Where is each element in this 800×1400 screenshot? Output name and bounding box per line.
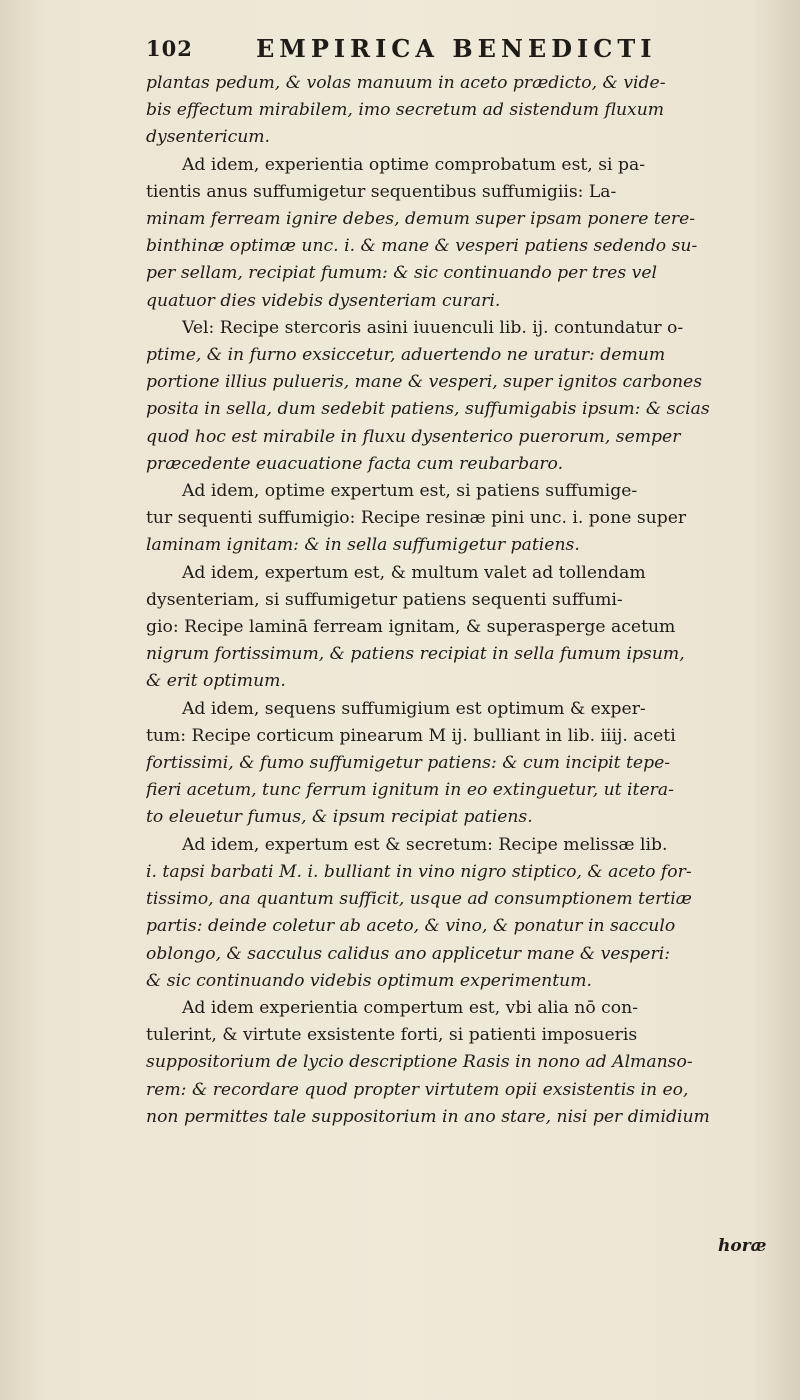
paragraph — [146, 832, 786, 995]
text-line: oblongo, & sacculus calidus ano applicetur mane & vesperi: — [146, 943, 670, 964]
text-line: tientis anus suffumigetur sequentibus suffumigiis: La- — [146, 181, 617, 202]
running-title: EMPIRICA BENEDICTI — [256, 34, 657, 63]
text-line: posita in sella, dum sedebit patiens, suffumigabis ipsum: & scias — [146, 399, 710, 420]
text-line: ptime, & in furno exsiccetur, aduertendo ne uratur: demum — [146, 345, 666, 366]
paragraph — [146, 995, 786, 1131]
text-line: dysenteriam, si suffumigetur patiens sequenti suffumi- — [146, 589, 623, 610]
text-line: fieri acetum, tunc ferrum ignitum in eo extinguetur, ut itera- — [146, 780, 674, 801]
text-line: quatuor dies videbis dysenteriam curari. — [146, 290, 501, 311]
text-line: Ad idem experientia compertum est, vbi alia nō con- — [182, 997, 638, 1018]
text-line: non permittes tale suppositorium in ano stare, nisi per dimidium — [146, 1106, 710, 1127]
text-line: Ad idem, expertum est & secretum: Recipe melissæ lib. — [182, 834, 668, 855]
text-line: portione illius pulueris, mane & vesperi, super ignitos carbones — [146, 372, 703, 393]
text-line: plantas pedum, & volas manuum in aceto prædicto, & vide- — [146, 73, 666, 93]
paragraph — [146, 152, 786, 315]
paragraph — [146, 560, 786, 696]
text-line: dysentericum. — [146, 127, 271, 148]
text-line: gio: Recipe laminā ferream ignitam, & superasperge acetum — [146, 617, 676, 638]
text-line: tur sequenti suffumigio: Recipe resinæ pini unc. i. pone super — [146, 508, 687, 529]
text-line: & erit optimum. — [146, 671, 286, 692]
text-line: partis: deinde coletur ab aceto, & vino, & ponatur in sacculo — [146, 916, 676, 937]
text-line: binthinæ optimæ unc. i. & mane & vesperi patiens sedendo su- — [146, 236, 698, 257]
text-line: tissimo, ana quantum sufficit, usque ad consumptionem tertiæ — [146, 889, 692, 910]
page-number: 102 — [146, 36, 193, 61]
text-line: fortissimi, & fumo suffumigetur patiens: & cum incipit tepe- — [146, 753, 671, 774]
text-line: Ad idem, expertum est, & multum valet ad tollendam — [182, 562, 646, 583]
text-line: minam ferream ignire debes, demum super ipsam ponere tere- — [146, 209, 696, 230]
text-line: i. tapsi barbati M. i. bulliant in vino nigro stiptico, & aceto for- — [146, 861, 692, 882]
paragraph — [146, 70, 786, 152]
body-text — [146, 70, 786, 1131]
text-line: quod hoc est mirabile in fluxu dysenterico puerorum, semper — [146, 426, 681, 447]
text-line: Ad idem, optime expertum est, si patiens suffumige- — [182, 481, 638, 502]
text-line: bis effectum mirabilem, imo secretum ad sistendum fluxum — [146, 100, 665, 121]
text-line: suppositorium de lycio descriptione Rasis in nono ad Almanso- — [146, 1052, 693, 1073]
text-line: tum: Recipe corticum pinearum M ij. bulliant in lib. iiij. aceti — [146, 725, 676, 746]
text-line: per sellam, recipiat fumum: & sic continuando per tres vel — [146, 263, 657, 284]
text-line: tulerint, & virtute exsistente forti, si patienti imposueris — [146, 1025, 638, 1046]
text-line: Vel: Recipe stercoris asini iuuenculi lib. ij. contundatur o- — [182, 317, 684, 338]
text-line: præcedente euacuatione facta cum reubarbaro. — [146, 453, 564, 474]
paragraph — [146, 696, 786, 832]
page-header — [146, 30, 786, 66]
text-line: nigrum fortissimum, & patiens recipiat in sella fumum ipsum, — [146, 644, 685, 665]
catchword: horæ — [718, 1236, 767, 1256]
text-line: to eleuetur fumus, & ipsum recipiat patiens. — [146, 807, 533, 828]
text-line: Ad idem, experientia optime comprobatum est, si pa- — [182, 154, 646, 175]
text-line: Ad idem, sequens suffumigium est optimum & exper- — [182, 698, 646, 719]
paragraph — [146, 315, 786, 478]
text-line: laminam ignitam: & in sella suffumigetur patiens. — [146, 535, 580, 556]
text-line: & sic continuando videbis optimum experimentum. — [146, 970, 592, 991]
text-line: rem: & recordare quod propter virtutem opii exsistentis in eo, — [146, 1079, 689, 1100]
paragraph — [146, 478, 786, 560]
